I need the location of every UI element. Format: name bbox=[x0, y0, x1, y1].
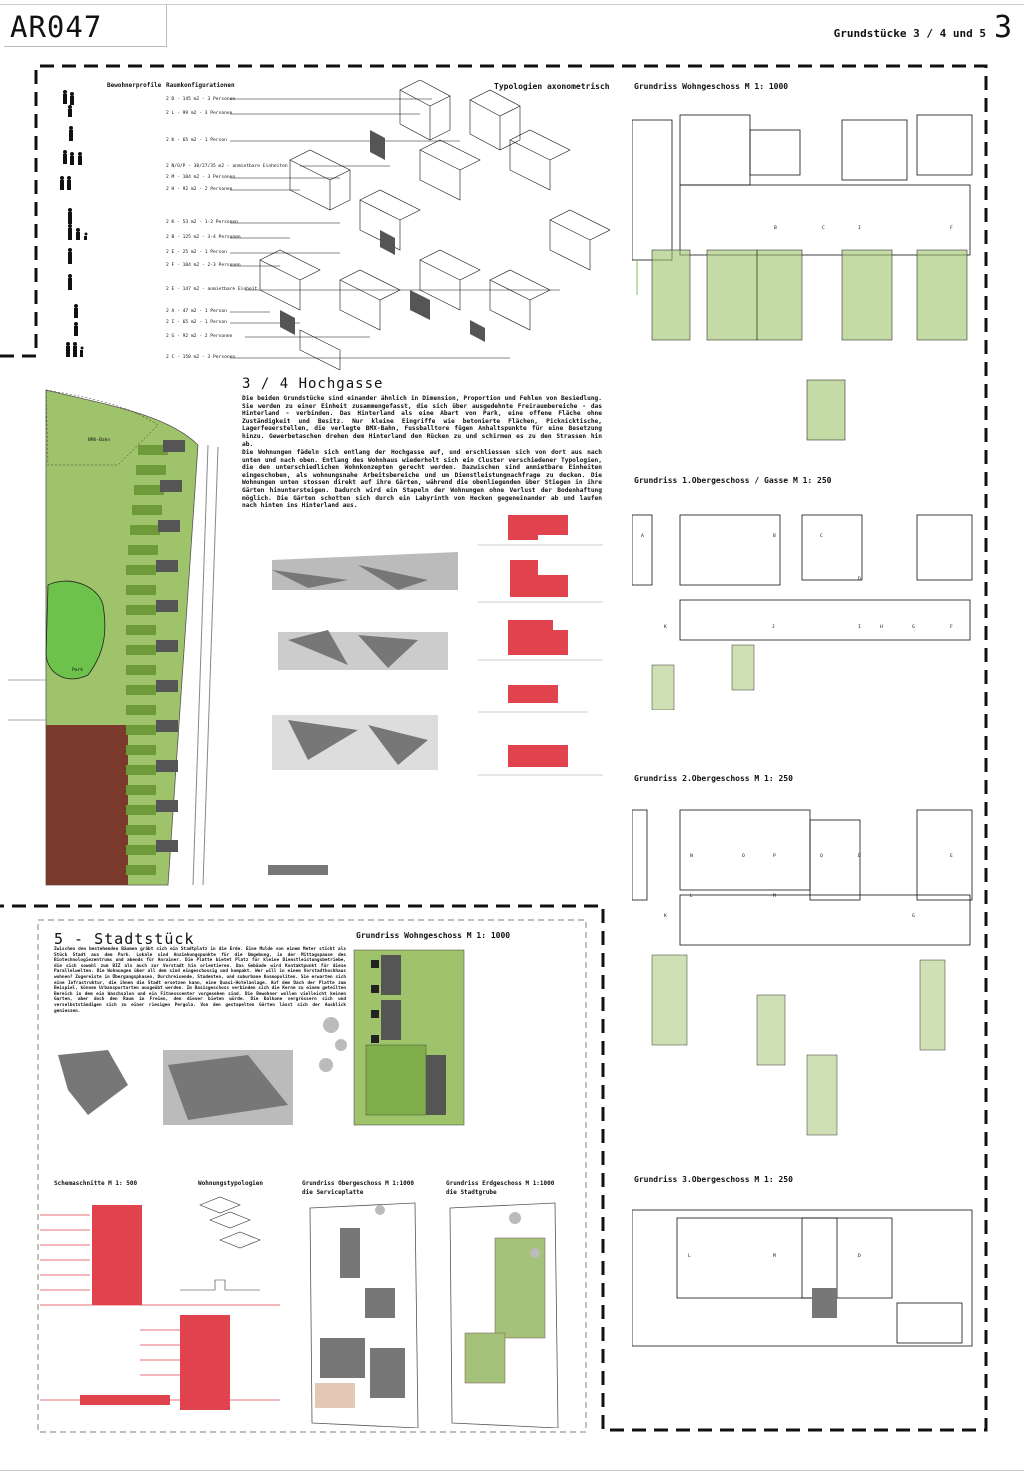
unit-label: Q bbox=[820, 854, 823, 859]
hochgasse-paragraph-2: Die Wohnungen fädeln sich entlang der Hochgasse auf, und erschliessen sich von dort aus nach unten und nach oben. Entlang des Wohnhaus wiederholt sich ein Cluster verschiedener Typologien, die den unterschiedlichen Wohnkonzepten gerecht werden. Dazwischen sind anmietbare Einheiten eingeschoben, als wohnungsnahe Arbeitsbereiche und um Dienstleistungnachfrage zu decken. Die Wohnungen unten stossen direkt auf ihre Gärten, während die obenliegenden über Stiegen in ihre Gärten hinuntersteigen. Dadurch wird ein Stapeln der Wohnungen ohne Verlust der Bodenhaftung möglich. Die Gärten schotten sich durch ein Labyrinth von Hecken gegeneinander ab und laufen nach hinten ins Hinterland aus. bbox=[242, 449, 602, 510]
unit-label: P bbox=[773, 854, 776, 859]
unit-label: K bbox=[664, 625, 667, 630]
typology-row: 2 B - 125 m2 - 3-4 Personen bbox=[166, 235, 241, 240]
typology-row: 2 E - 147 m2 - anmietbare Einheit bbox=[166, 287, 258, 292]
unit-label: G bbox=[912, 625, 915, 630]
typology-row: 2 L - 99 m2 - 3 Personen bbox=[166, 111, 233, 116]
site-plan bbox=[8, 385, 248, 905]
unit-label: L bbox=[690, 894, 693, 899]
hochgasse-heading: 3 / 4 Hochgasse bbox=[242, 376, 384, 392]
plan-title-1: Grundriss Wohngeschoss M 1: 1000 bbox=[634, 82, 789, 91]
typology-row: 2 A - 47 m2 - 1 Person bbox=[166, 309, 227, 314]
stadtstueck-paragraph: Zwischen den bestehenden Bäumen gräbt sich ein Stadtplatz in die Erde. Eine Mulde von einem Meter sticht als Stück Stadt aus dem Park. Lokale sind Anziehungspunkte für die Umgebung, in der Mittagspause des Biotechnologiezentrums und abends für Anrainer. Die Platte bietet Platz für kleine Dienstleistungsbetriebe, die sich sowohl zum BIZ als auch zur Vorstadt hin orientieren. Das Gebäude wird Kontaktpunkt für diese Parallelwelten. Die Wohnungen über all dem sind eingeschossig und kompakt. Wer will in einem Vorstadthochhaus wohnen? Zugereiste in Übergangsphasen, Durchreisende, Studenten, und suburbane Kosmopoliten. Sie erwarten sich eine Infrastruktur, die ihnen die Stadt ersetzen kann, eine Quasi-Hotelanlage. Auf dem Dach der Platte zum Beispiel, können Urbansportarten ausgeübt werden. Im Basisgeschoss verbinden sich die Kerne zu einem geteilten Bereich in dem ein Waschsalon und ein Fitnesscenter vorgesehen sind. Die Bewohner wollen vielleicht keinen Garten, aber doch den Raum im Freien, den dieser bieten würde. Die Balkone vergrössern sich und verselbstständigen sich zu einer riesigen Pergola. Von den gestapelten Gärten lässt sich der Ausblick geniessen. bbox=[54, 947, 346, 1014]
schema-title: Schemaschnitte M 1: 500 bbox=[54, 1180, 138, 1187]
typology-row: 2 G - 92 m2 - 2 Personen bbox=[166, 334, 233, 339]
sheet-title: Grundstücke 3 / 4 und 5 bbox=[833, 27, 986, 40]
og-title-1: Grundriss Obergeschoss M 1:1000 bbox=[302, 1180, 414, 1187]
unit-label: E bbox=[950, 854, 953, 859]
unit-label: J bbox=[772, 625, 775, 630]
typologies-axon-drawing bbox=[40, 80, 610, 370]
unit-label: H bbox=[880, 625, 883, 630]
typology-row: 2 M - 104 m2 - 3 Personen bbox=[166, 175, 236, 180]
schema-sections bbox=[40, 1195, 300, 1425]
typology-row: 2 K - 65 m2 - 1 Person bbox=[166, 138, 227, 143]
project-code: AR047 bbox=[10, 10, 103, 44]
unit-label: M bbox=[773, 1254, 776, 1259]
typology-row: 2 F - 104 m2 - 2-3 Personen bbox=[166, 263, 241, 268]
unit-label: K bbox=[664, 914, 667, 919]
eg-title-2: die Stadtgrube bbox=[446, 1189, 497, 1196]
typology-row: 2 K - 53 m2 - 1-2 Personen bbox=[166, 220, 238, 225]
stadtstueck-sketches bbox=[48, 1045, 298, 1125]
og-title-2: die Serviceplatte bbox=[302, 1189, 364, 1196]
plan-2og bbox=[632, 805, 977, 1140]
massing-diagrams bbox=[478, 505, 608, 785]
unit-label: I bbox=[858, 226, 861, 231]
unit-label: L bbox=[688, 1254, 691, 1259]
typologies-title: Wohnungstypologien bbox=[198, 1180, 264, 1187]
typology-row: 2 H - 92 m2 - 2 Personen bbox=[166, 187, 233, 192]
site-label-park: Park bbox=[72, 668, 84, 673]
unit-label: F bbox=[950, 226, 953, 231]
stadtstueck-plan bbox=[306, 945, 466, 1135]
unit-label: N bbox=[690, 854, 693, 859]
sheet-number: 3 bbox=[993, 10, 1012, 45]
unit-label: B bbox=[774, 226, 777, 231]
site-label-bmx: BMX-Bahn bbox=[88, 438, 111, 443]
unit-label: O bbox=[742, 854, 745, 859]
unit-label: F bbox=[950, 625, 953, 630]
stadtstueck-heading: 5 - Stadtstück bbox=[54, 930, 195, 948]
footer-rule bbox=[0, 1470, 1024, 1471]
hochgasse-paragraph-1: Die beiden Grundstücke sind einander ähnlich in Dimension, Proportion und Fehlen von Besiedlung. Sie werden zu einer Einheit zusammengefasst, die sich über ausgedehnte Freiraumbereiche - das Hinterland - verbinden. Das Hinterland als eine Abart von Park, eine offene Fläche ohne Zuständigkeit und Besitz. Nur kleine Eingriffe wie betonierte Flächen, Picknicktische, Lagerfeuerstellen, die verlegte BMX-Bahn, Fussballtore fügen Anhaltspunkte für eine Besetzung hinzu. Gewerbetaschen drehen dem Hinterland den Rücken zu und schirmen es zu den Strassen hin ab. bbox=[242, 395, 602, 448]
perspective-sketches bbox=[268, 540, 468, 880]
stadtstueck-plan-title: Grundriss Wohngeschoss M 1: 1000 bbox=[356, 931, 511, 940]
unit-label: M bbox=[773, 894, 776, 899]
typology-row: 2 D - 145 m2 - 3 Personen bbox=[166, 97, 236, 102]
axon-title: Typologien axonometrisch bbox=[494, 82, 610, 91]
unit-label: D bbox=[858, 1254, 861, 1259]
unit-label: D bbox=[858, 577, 861, 582]
plan-title-3: Grundriss 2.Obergeschoss M 1: 250 bbox=[634, 774, 793, 783]
stadtstueck-og-eg-plans bbox=[300, 1198, 590, 1428]
typology-row: 2 C - 150 m2 - 3 Personen bbox=[166, 355, 236, 360]
plan-title-4: Grundriss 3.Obergeschoss M 1: 250 bbox=[634, 1175, 793, 1184]
unit-label: D bbox=[858, 854, 861, 859]
unit-label: C bbox=[822, 226, 825, 231]
plan-title-2: Grundriss 1.Obergeschoss / Gasse M 1: 250 bbox=[634, 476, 832, 485]
plan-3og bbox=[632, 1208, 977, 1348]
unit-label: A bbox=[641, 534, 644, 539]
plan-1og bbox=[632, 510, 977, 710]
typology-row: 2 N/O/P - 38/27/35 m2 - anmietbare Einheiten bbox=[166, 164, 288, 169]
unit-label: G bbox=[912, 914, 915, 919]
typology-row: 2 I - 65 m2 - 1 Person bbox=[166, 320, 227, 325]
unit-label: I bbox=[858, 625, 861, 630]
unit-label: B bbox=[773, 534, 776, 539]
col-configs-label: Raumkonfigurationen bbox=[166, 82, 235, 89]
plan-wohngeschoss bbox=[632, 110, 977, 450]
typology-row: 2 E - 25 m2 - 1 Person bbox=[166, 250, 227, 255]
eg-title-1: Grundriss Erdgeschoss M 1:1000 bbox=[446, 1180, 555, 1187]
unit-label: C bbox=[820, 534, 823, 539]
col-profiles-label: Bewohnerprofile bbox=[107, 82, 162, 89]
